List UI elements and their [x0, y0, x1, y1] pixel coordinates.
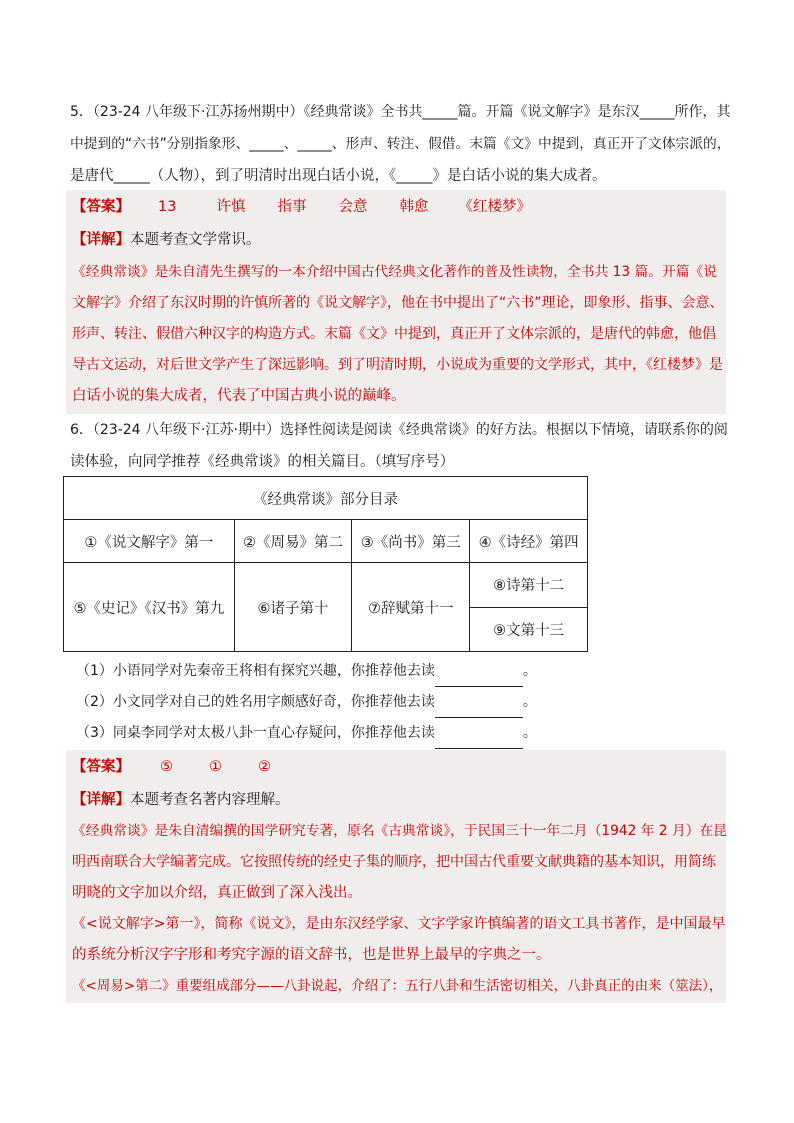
answer-value: ②: [258, 759, 271, 775]
detail-intro: 本题考查文学常识。: [130, 232, 261, 248]
detail-label: 【详解】: [72, 792, 130, 808]
answer-value: 13: [158, 199, 177, 215]
explanation-line: 《<说文解字>第一》，简称《说文》，是由东汉经学家、文字学家许慎编著的语文工具书著作，是中国最早: [72, 916, 726, 932]
answer-label: 【答案】: [72, 759, 130, 775]
explanation-line: 导古文运动，对后世文学产生了深远影响。到了明清时期，小说成为重要的文学形式，其中，《红楼梦》是: [72, 357, 723, 373]
sub-question-1: [76, 656, 537, 687]
answer-value: 韩愈: [399, 199, 429, 215]
answer-blank: [435, 718, 523, 749]
question-6-detail-row: [72, 784, 290, 816]
table-cell: ⑨文第十三: [470, 607, 588, 652]
sub-question-end: 。: [522, 725, 537, 741]
explanation-line: 的系统分析汉字字形和考究字源的语文辞书，也是世界上最早的字典之一。: [72, 947, 551, 963]
question-6-line-1: 6．（23-24 八年级下·江苏·期中）选择性阅读是阅读《经典常谈》的好方法。根据以下情境，请联系你的阅: [70, 422, 728, 438]
question-5-line-1: 5．（23-24 八年级下·江苏扬州期中）《经典常谈》全书共_____篇。开篇《说文解字》是东汉_____所作，其: [70, 104, 731, 120]
answer-label: 【答案】: [72, 199, 130, 215]
explanation-line: 文解字》介绍了东汉时期的许慎所著的《说文解字》，他在书中提出了“六书”理论，即象形、指事、会意、: [72, 295, 724, 311]
question-5-detail-row: [72, 224, 261, 256]
question-6-answer-row: [72, 751, 271, 783]
sub-question-text: （2）小文同学对自己的姓名用字颇感好奇，你推荐他去读: [76, 694, 435, 710]
sub-question-text: （3）同桌李同学对太极八卦一直心存疑问，你推荐他去读: [76, 725, 435, 741]
explanation-line: 《<周易>第二》重要组成部分——八卦说起，介绍了：五行八卦和生活密切相关，八卦真正的由来（筮法），: [72, 978, 723, 994]
answer-value: 会意: [338, 199, 368, 215]
sub-question-2: [76, 687, 537, 718]
table-cell: ⑦辞赋第十一: [352, 563, 470, 652]
question-6-line-2: 读体验，向同学推荐《经典常谈》的相关篇目。（填写序号）: [70, 454, 455, 470]
explanation-line: 《经典常谈》是朱自清先生撰写的一本介绍中国古代经典文化著作的普及性读物，全书共 13 篇。开篇《说: [72, 264, 717, 280]
answer-value: 《红楼梦》: [458, 199, 531, 215]
detail-intro: 本题考查名著内容理解。: [130, 792, 290, 808]
explanation-line: 白话小说的集大成者，代表了中国古典小说的巅峰。: [72, 388, 406, 404]
table-of-contents: [63, 476, 588, 652]
table-cell: ④《诗经》第四: [470, 520, 588, 563]
sub-question-end: 。: [522, 694, 537, 710]
explanation-line: 《经典常谈》是朱自清编撰的国学研究专著，原名《古典常谈》，于民国三十一年二月（1942 年 2 月）在昆: [72, 823, 727, 839]
sub-question-text: （1）小语同学对先秦帝王将相有探究兴趣，你推荐他去读: [76, 663, 435, 679]
table-cell: ②《周易》第二: [234, 520, 352, 563]
table-cell: ⑥诸子第十: [234, 563, 352, 652]
table-title: 《经典常谈》部分目录: [64, 477, 588, 520]
question-5-answer-row: [72, 191, 531, 223]
detail-label: 【详解】: [72, 232, 130, 248]
sub-question-3: [76, 718, 537, 749]
answer-blank: [435, 687, 523, 718]
table-cell: ①《说文解字》第一: [64, 520, 235, 563]
table-cell: ⑧诗第十二: [470, 563, 588, 608]
question-5-explanation: [72, 257, 726, 412]
answer-blank: [435, 656, 523, 687]
question-5-line-2: 中提到的“六书”分别指象形、_____、_____、形声、转注、假借。末篇《文》中提到，真正开了文体宗派的，: [70, 136, 731, 152]
answer-value: ①: [209, 759, 222, 775]
explanation-line: 明西南联合大学编著完成。它按照传统的经史子集的顺序，把中国古代重要文献典籍的基本知识，用简练: [72, 854, 716, 870]
table-cell: ③《尚书》第三: [352, 520, 470, 563]
answer-value: ⑤: [160, 759, 173, 775]
sub-question-end: 。: [522, 663, 537, 679]
question-6-explanation: [72, 816, 726, 1002]
answer-value: 许慎: [216, 199, 246, 215]
table-cell: ⑤《史记》《汉书》第九: [64, 563, 235, 652]
explanation-line: 明晓的文字加以介绍，真正做到了深入浅出。: [72, 885, 362, 901]
question-5-line-3: 是唐代_____（人物），到了明清时出现白话小说，《_____》是白话小说的集大成者。: [70, 168, 607, 184]
answer-value: 指事: [277, 199, 307, 215]
explanation-line: 形声、转注、假借六种汉字的构造方式。末篇《文》中提到，真正开了文体宗派的，是唐代的韩愈，他倡: [72, 326, 716, 342]
